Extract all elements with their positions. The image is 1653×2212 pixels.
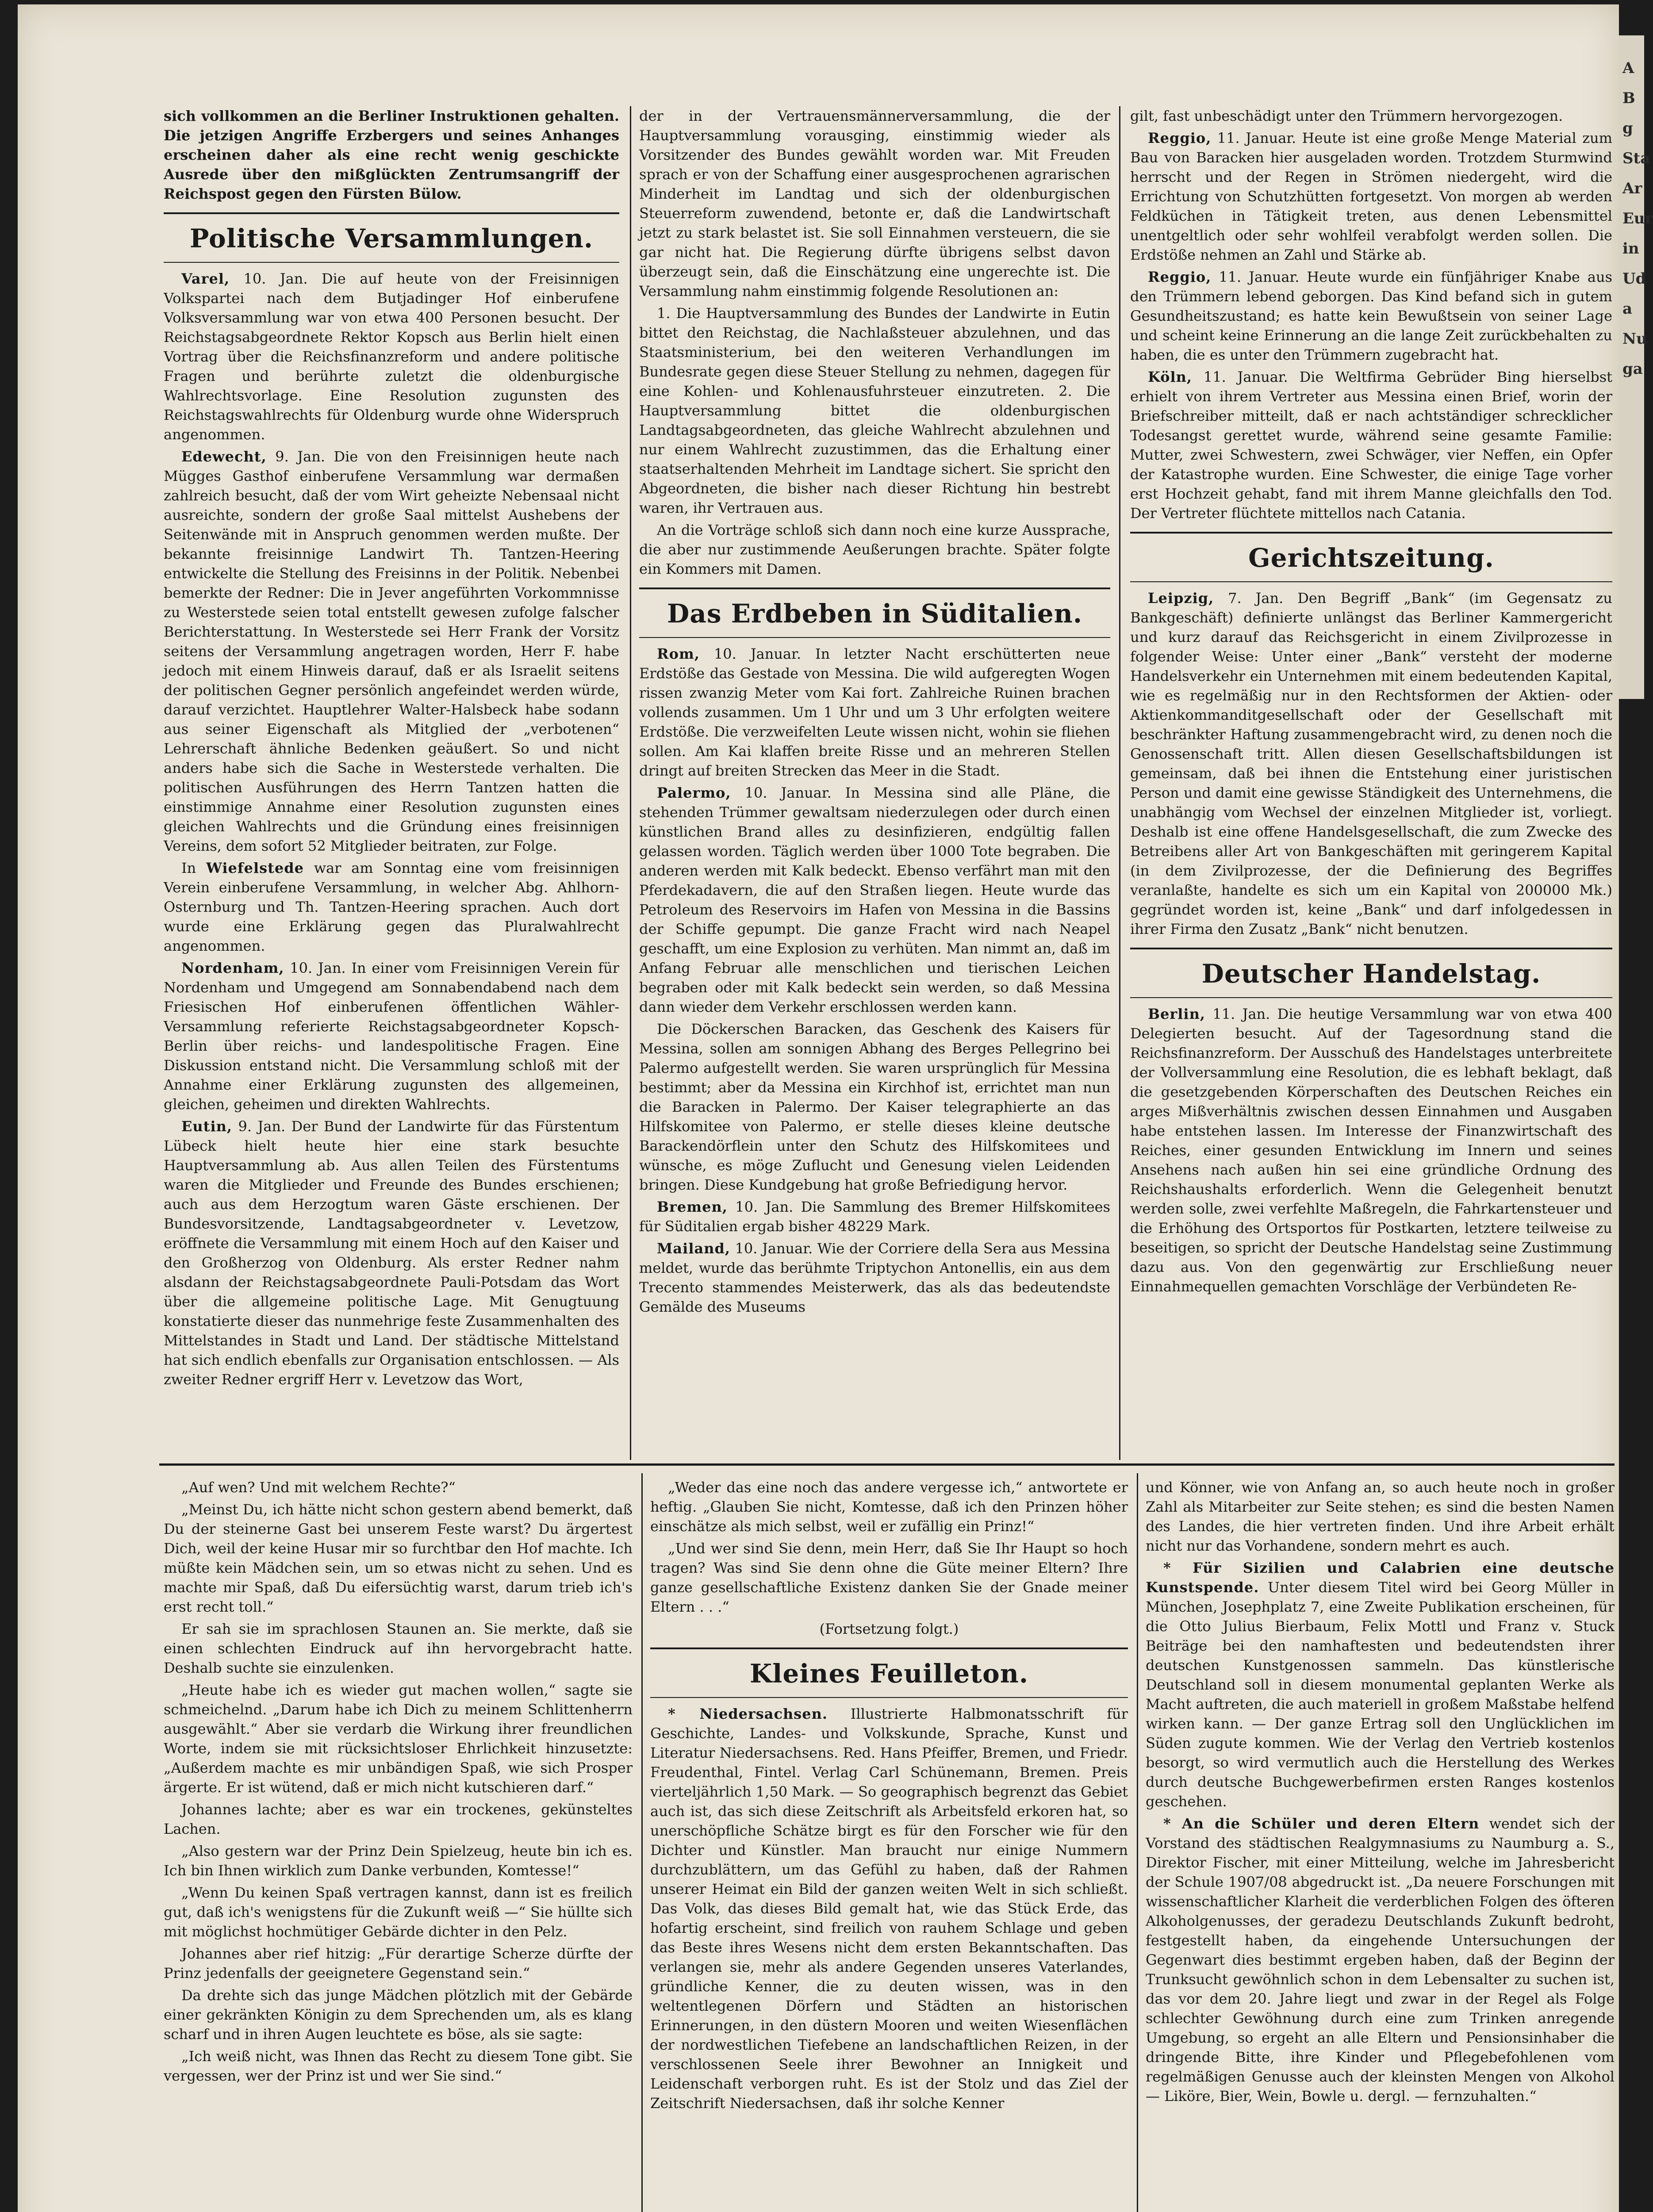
report-text: 10. Januar. Wie der Corriere della Sera aus Messina meldet, wurde das berühmte Triptychon Antonellis, ein aus dem Trecento stammendes Meisterwerk, das als das bedeutendste Gemälde des Museums — [639, 1240, 1110, 1315]
report-text: 10. Januar. In letzter Nacht erschütterten neue Erdstöße das Gestade von Messina. Die wild aufgeregten Wogen rissen zwanzig Meter vom Kai fort. Zahlreiche Ruinen brachen vollends zusammen. Um 1 Uhr und um 3 Uhr erfolgten weitere Erdstöße. Die verzweifelten Leute wissen nicht, wohin sie fliehen sollen. Am Kai klaffen breite Risse und an mehreren Stellen dringt auf breiten Strecken das Meer in die Stadt. — [639, 645, 1110, 779]
notice-title: * Für Sizilien und Calabrien eine deutsche Kunstspende. — [1146, 1559, 1615, 1596]
report-text: war am Sonntag eine vom freisinnigen Verein einberufene Versammlung, in welcher Abg. Ahlhorn-Osternburg und Th. Tantzen-Heering sprachen. Auch dort wurde eine Erklärung gegen das Pluralwahlrecht angenommen. — [164, 860, 619, 954]
report-reggio — [1130, 128, 1612, 265]
resolution-text: 1. Die Hauptversammlung des Bundes der Landwirte in Eutin bittet den Reichstag, die Nachlaßsteuer abzulehnen, und das Staatsministerium, bei den weiteren Verhandlungen im Bundesrate gegen diese Steuer Stellung zu nehmen, dagegen für eine Kohlen- und Kohlenausfuhrsteuer einzutreten. 2. Die Hauptversammlung bittet die oldenburgischen Landtagsabgeordneten, das gleiche Wahlrecht abzulehnen und nur einem Wahlrecht zuzustimmen, das die Erhaltung einer staatserhaltenden Mehrheit im Landtage sichert. Sie spricht den Abgeordneten, die bisher nach dieser Richtung hin bestrebt waren, ihr Vertrauen aus. — [639, 305, 1110, 516]
column-rule — [630, 106, 631, 1460]
edge-fragment: Ud — [1622, 270, 1646, 288]
report-text: 10. Januar. In Messina sind alle Pläne, die stehenden Trümmer gewaltsam niederzulegen oder durch einen künstlichen Brand alles zu desinfizieren, endgültig fallen gelassen worden. Täglich werden über 1000 Tote begraben. Die anderen werden mit Kalk bedeckt. Ebenso verfährt man mit den Pferdekadavern, die auf den Straßen liegen. Heute wurde das Petroleum des Reservoirs im Hafen von Messina in die Bassins der Schiffe gepumpt. Die ganze Fracht wird nach Neapel geschafft, um eine Explosion zu verhüten. Man nimmt an, daß im Anfang Februar alle menschlichen und tierischen Leichen begraben oder mit Kalk bedeckt sein werden, so daß Messina dann wieder dem Verkehr erschlossen werden kann. — [639, 784, 1110, 1015]
novel-paragraph: „Heute habe ich es wieder gut machen wollen,“ sagte sie schmeichelnd. „Darum habe ich Dich zu meinem Schlittenherrn ausgewählt.“ Aber sie verdarb die Wirkung ihrer freundlichen Worte, indem sie mit rücksichtsloser Ehrlichkeit hinzusetzte: „Außerdem machte es mir unbändigen Spaß, wie sich Prosper ärgerte. Er ist wütend, daß er mich nicht kutschieren darf.“ — [164, 1682, 633, 1796]
report-rom — [639, 644, 1110, 780]
notice-text: Unter diesem Titel wird bei Georg Müller in München, Josephplatz 7, eine Zweite Publikation erscheinen, für die Otto Julius Bierbaum, Felix Mottl und Franz v. Stuck Beiträge bei den namhaftesten und bedeutendsten ihrer deutschen Kunstgenossen sammeln. Das künstlerische Deutschland soll in diesem monumental geplanten Werke als Macht auftreten, die auch materiell in großem Maßstabe helfend wirken kann. — Der ganze Ertrag soll den Unglücklichen im Süden zugute kommen. Wie der Verlag den Vertrieb kostenlos besorgt, so wird vermutlich auch die Herstellung des Werkes durch deutsche Buchgewerbefirmen ersten Ranges kostenlos geschehen. — [1146, 1579, 1615, 1810]
novel-paragraph: „Und wer sind Sie denn, mein Herr, daß Sie Ihr Haupt so hoch tragen? Was sind Sie denn ohne die Güte meiner Eltern? Ihre ganze gesellschaftliche Existenz danken Sie der Gnade meiner Eltern . . .“ — [650, 1540, 1128, 1615]
novel-paragraph: „Weder das eine noch das andere vergesse ich,“ antwortete er heftig. „Glauben Sie nicht, Komtesse, daß ich den Prinzen höher einschätze als mich selbst, weil er zufällig ein Prinz!“ — [650, 1479, 1128, 1535]
report-text: 10. Jan. In einer vom Freisinnigen Verein für Nordenham und Umgegend am Sonnabendabend nach dem Friesischen Hof einberufenen öffentlichen Wähler-Versammlung referierte Reichstagsabgeordneter Kopsch-Berlin über reichs- und landespolitische Fragen. Eine Diskussion entstand nicht. Die Versammlung schloß mit der Annahme einer Erklärung zugunsten des allgemeinen, gleichen, geheimen und direkten Wahlrechts. — [164, 960, 619, 1113]
report-text: 11. Jan. Die heutige Versammlung war von etwa 400 Delegierten besucht. Auf der Tagesordnung stand die Reichsfinanzreform. Der Ausschuß des Handelstages unterbreitete der Vollversammlung eine Resolution, die es lebhaft beklagt, daß die gesetzgebenden Körperschaften des Deutschen Reiches ein arges Mißverhältnis zwischen dessen Einnahmen und Ausgaben habe entstehen lassen. Im Interesse der Finanzwirtschaft des Reiches, einer gesunden Entwicklung im Innern und seines Ansehens nach außen hin sei eine gründliche Ordnung des Reichshaushalts erforderlich. Wenn die Gelegenheit benutzt werden solle, zwei verfehlte Maßregeln, die Fahrkartensteuer und die Erhöhung des Ortsportos für Postkarten, letztere teilweise zu beseitigen, so spricht der Deutsche Handelstag seine Zustimmung dazu aus. Von den gegenwärtig zur Erschließung neuer Einnahmequellen gemachten Vorschläge der Verbündeten Re- — [1130, 1006, 1612, 1295]
edge-fragment: A — [1622, 59, 1634, 77]
article-continuation: der in der Vertrauensmännerversammlung, die der Hauptversammlung vorausging, einstimmig wieder als Vorsitzender des Bundes gewählt worden war. Mit Freuden sprach er von der Schaffung einer ausgesprochenen agrarischen Minderheit im Landtag und sich der oldenburgischen Steuerreform zuwendend, betonte er, daß die Landwirtschaft jetzt zu stark belastet ist. Sie soll Einnahmen versteuern, die sie gar nicht hat. Die Regierung dürfte übrigens selbst davon überzeugt sein, daß die Einschätzung eine ungerechte ist. Die Versammlung nahm einstimmig folgende Resolutionen an: — [639, 108, 1110, 300]
divider — [650, 1647, 1128, 1649]
article-continuation: gilt, fast unbeschädigt unter den Trümmern hervorgezogen. — [1130, 108, 1563, 124]
column-rule — [641, 1473, 643, 2212]
section-rule — [159, 1463, 1615, 1466]
dateline-place: Berlin, — [1148, 1006, 1205, 1022]
report-barracks: Die Döckerschen Baracken, das Geschenk des Kaisers für Messina, sollen am sonnigen Abhang des Berges Pellegrino bei Palermo aufgestellt werden. Sie waren ursprünglich für Messina bestimmt; aber da Messina ein Kirchhof ist, errichtet man nun die Baracken in Palermo. Der Kaiser telegraphierte an das Hilfskomitee von Palermo, er stelle dieses kleine deutsche Barackendörflein unter den Schutz des Hilfskomitees und wünsche, es möge Zuflucht und Genesung vielen Leidenden bringen. Diese Kundgebung hat große Befriedigung hervor. — [639, 1021, 1110, 1193]
novel-paragraph: Da drehte sich das junge Mädchen plötzlich mit der Gebärde einer gekränkten Königin zu dem Sprechenden um, als es klang scharf und in ihren Augen leuchtete es böse, als sie sagte: — [164, 1987, 633, 2043]
report-edewecht — [164, 447, 619, 856]
divider — [164, 262, 619, 263]
divider — [639, 637, 1110, 638]
edge-fragment: B — [1622, 89, 1635, 107]
notice-art-donation — [1146, 1558, 1615, 1811]
report-koeln — [1130, 367, 1612, 523]
novel-paragraph: Johannes aber rief hitzig: „Für derartige Scherze dürfte der Prinz jedenfalls der geeignetere Gegenstand sein.“ — [164, 1945, 633, 1982]
divider — [639, 588, 1110, 589]
dateline-place: Bremen, — [657, 1198, 728, 1215]
heading-political-meetings: Politische Versammlungen. — [189, 223, 594, 253]
report-text: 9. Jan. Die von den Freisinnigen heute nach Mügges Gasthof einberufene Versammlung war dermaßen zahlreich besucht, daß der vom Wirt geheizte Nebensaal nicht ausreichte, sondern der große Saal mittelst Aushebens der Seitenwände mit in Anspruch genommen werden mußte. Der bekannte freisinnige Landwirt Th. Tantzen-Heering entwickelte die Stellung des Freisinns in der Politik. Nebenbei bemerkte der Redner: Die in Jever angeführten Vorkommnisse zu Westerstede seien total entstellt gewesen zufolge falscher Berichterstattung. In Westerstede sei Herr Frank der Vorsitz seitens der Versammlung angetragen worden, Herr F. habe jedoch mit einem Hinweis darauf, daß er als Israelit seitens der politischen Gegner persönlich angefeindet werden würde, darauf verzichtet. Hauptlehrer Walter-Halsbeck habe sodann aus seiner Eigenschaft als Mitglied der „verbotenen“ Lehrerschaft ähnliche Bedenken geäußert. So und nicht anders habe sich die Sache in Westerstede verhalten. Die politischen Ausführungen des Herrn Tantzen hatten die einstimmige Annahme einer Resolution zugunsten eines gleichen Wahlrechts und die Gründung eines freisinnigen Vereins, dem sofort 52 Mitglieder beitraten, zur Folge. — [164, 448, 619, 854]
novel-paragraph: Johannes lachte; aber es war ein trockenes, gekünsteltes Lachen. — [164, 1801, 633, 1837]
edge-fragment: Eur — [1622, 210, 1653, 227]
dateline-place: Varel, — [181, 270, 230, 287]
report-text: 11. Januar. Heute wurde ein fünfjähriger Knabe aus den Trümmern lebend geborgen. Das Kind befand sich in gutem Gesundheitszustand; es hatte kein Bewußtsein von seiner Lage und scheint keine Erinnerung an die lange Zeit zurückbehalten zu haben, die es unter den Trümmern zugebracht hat. — [1130, 269, 1612, 363]
column-earthquake — [639, 106, 1110, 1319]
edge-fragment: ga — [1622, 360, 1643, 378]
report-nordenham — [164, 958, 619, 1114]
closing-text: An die Vorträge schloß sich dann noch eine kurze Aussprache, die aber nur zustimmende Aeußerungen brachte. Später folgte ein Kommers mit Damen. — [639, 522, 1110, 577]
report-eutin — [164, 1117, 619, 1389]
dateline-place: Reggio, — [1148, 130, 1212, 146]
notice-pupils — [1146, 1814, 1615, 2106]
column-rule — [1119, 106, 1120, 1460]
notice-niedersachsen — [650, 1704, 1128, 2113]
article-continuation: sich vollkommen an die Berliner Instruktionen gehalten. Die jetzigen Angriffe Erzbergers und seines Anhanges erscheinen daher als eine recht wenig geschickte Ausrede über den mißglückten Zentrumsangriff der Reichspost gegen den Fürsten Bülow. — [164, 108, 619, 202]
novel-paragraph: „Meinst Du, ich hätte nicht schon gestern abend bemerkt, daß Du der steinerne Gast bei unserem Feste warst? Du ärgertest Dich, weil der keine Husar mir so furchtbar den Hof machte. Ich müßte kein Mädchen sein, um so etwas nicht zu sehen. Und es machte mir Spaß, daß Du eifersüchtig warst, darum trieb ich's erst recht toll.“ — [164, 1501, 633, 1615]
report-text: 7. Jan. Den Begriff „Bank“ (im Gegensatz zu Bankgeschäft) definierte unlängst das Berliner Kammergericht und kurz darauf das Reichsgericht in einem Zivilprozesse in folgender Weise: Unter einer „Bank“ versteht der moderne Handelsverkehr ein Unternehmen mit einem bedeutenden Kapital, wie es regelmäßig nur in den Rechtsformen der Aktien- oder Aktienkommanditgesellschaft oder der Gesellschaft mit beschränkter Haftung zusammengebracht wird, zu denen noch die Genossenschaft tritt. Allen diesen Gesellschaftsbildungen ist gemeinsam, daß bei ihnen die Entstehung einer juristischen Person und damit eine gewisse Ständigkeit des Unternehmens, die unabhängig vom Wechsel der einzelnen Mitglieder ist, vorliegt. Deshalb ist eine offene Handelsgesellschaft, die zum Zwecke des Betreibens aller Art von Bankgeschäften mit geringerem Kapital (in dem Zivilprozesse, der die Definierung des Begriffes veranlaßte, handelte es sich um ein Kapital von 200000 Mk.) gegründet worden ist, keine „Bank“ und darf infolgedessen in ihrer Firma den Zusatz „Bank“ nicht benutzen. — [1130, 590, 1612, 937]
feuilleton-column-right — [1146, 1478, 1615, 2108]
heading-court: Gerichtszeitung. — [1248, 543, 1494, 573]
dateline-place: Nordenham, — [181, 960, 284, 976]
notice-text: wendet sich der Vorstand des städtischen Realgymnasiums zu Naumburg a. S., Direktor Fischer, mit einer Mitteilung, welche im Jahresbericht der Schule 1907/08 abgedruckt ist. „Da neuere Forschungen mit wissenschaftlicher Klarheit die verderblichen Folgen des öfteren Alkoholgenusses, der geradezu Deutschlands Zukunft bedroht, festgestellt haben, da eingehende Untersuchungen der Gegenwart dies bestimmt ergeben haben, daß der Beginn der Trunksucht gewöhnlich schon in dem Lebensalter zu suchen ist, das vor dem 20. Jahre liegt und zwar in der Regel als Folge schlechter Gewöhnung durch eine zum Trinken anregende Umgebung, so ergeht an alle Eltern und Pensionsinhaber die dringende Bitte, ihre Kinder und Pflegebefohlenen vom regelmäßigen Genusse auch der kleinsten Mengen von Alkohol — Liköre, Bier, Wein, Bowle u. dergl. — fernzuhalten.“ — [1146, 1815, 1615, 2104]
edge-fragment: in — [1622, 240, 1639, 257]
report-mailand — [639, 1239, 1110, 1317]
divider — [1130, 997, 1612, 998]
edge-fragment: Sta — [1622, 150, 1650, 167]
report-text: 10. Jan. Die Sammlung des Bremer Hilfskomitees für Süditalien ergab bisher 48229 Mark. — [639, 1198, 1110, 1235]
notice-title: * An die Schüler und deren Eltern — [1163, 1815, 1480, 1832]
edge-fragment: a — [1622, 300, 1633, 318]
edge-fragment: g — [1622, 119, 1633, 137]
notice-text: Illustrierte Halbmonatsschrift für Geschichte, Landes- und Volkskunde, Sprache, Kunst und Literatur Niedersachsens. Red. Hans Pfeiffer, Bremen, und Friedr. Freudenthal, Fintel. Verlag Carl Schünemann, Bremen. Preis vierteljährlich 1,50 Mark. — So geographisch begrenzt das Gebiet auch ist, das sich diese Zeitschrift als Arbeitsfeld erkoren hat, so unerschöpfliche Schätze birgt es für den Forscher wie für den Dichter und Künstler. Man braucht nur einige Nummern durchzublättern, um das Gefühl zu haben, daß der Rahmen unserer Heimat ein Bild der ganzen weiten Welt in sich schließt. Das Volk, das dieses Bild gemalt hat, wie das Stück Erde, das hofartig erscheint, sind freilich von rauhem Schlage und geben das Beste ihres Wesens nicht dem ersten Bekanntschaften. Das verlangen sie, mehr als andere Gegenden unseres Vaterlandes, gründliche Kenner, die zu deuten wissen, was in den weltentlegenen Dörfern und Städten an historischen Erinnerungen, in den düstern Mooren und weiten Wiesenflächen der nordwestlichen Tiefebene an landschaftlichen Reizen, in der verschlossenen Seele ihrer Bewohner an Innigkeit und Leidenschaft verborgen ruht. Es ist der Stolz und das Ziel der Zeitschrift Niedersachsen, daß ihr solche Kenner — [650, 1705, 1128, 2112]
report-leipzig — [1130, 588, 1612, 939]
report-text: In — [181, 860, 206, 876]
report-text: 10. Jan. Die auf heute von der Freisinnigen Volkspartei nach dem Butjadinger Hof einberufene Volksversammlung war von etwa 400 Personen besucht. Der Reichstagsabgeordnete Rektor Kopsch aus Berlin hielt einen Vortrag über die Reichsfinanzreform und andere politische Fragen und berührte zuletzt die oldenburgische Wahlrechtsvorlage. Eine Resolution zugunsten des Reichstagswahlrechts für Oldenburg wurde ohne Widerspruch angenommen. — [164, 270, 619, 443]
column-news-court-trade — [1130, 106, 1612, 1299]
divider — [164, 212, 619, 214]
report-berlin — [1130, 1004, 1612, 1296]
report-text: 11. Januar. Heute ist eine große Menge Material zum Bau von Baracken hier ausgeladen worden. Trotzdem Sturmwind herrscht und der Regen in Strömen niedergeht, wird die Errichtung von Schutzhütten fortgesetzt. Von morgen ab werden Feldküchen in Tätigkeit treten, aus denen Lebensmittel unentgeltlich oder sehr wohlfeil verabfolgt werden sollen. Die Erdstöße nehmen an Zahl und Stärke ab. — [1130, 130, 1612, 263]
serial-novel-part1 — [164, 1478, 633, 2088]
heading-earthquake: Das Erdbeben in Süditalien. — [667, 599, 1083, 629]
novel-paragraph: „Also gestern war der Prinz Dein Spielzeug, heute bin ich es. Ich bin Ihnen wirklich zum Danke verbunden, Komtesse!“ — [164, 1843, 633, 1879]
novel-paragraph: Er sah sie im sprachlosen Staunen an. Sie merkte, daß sie einen schlechten Eindruck auf ihn hervorgebracht hatte. Deshalb suchte sie einzulenken. — [164, 1621, 633, 1676]
novel-paragraph: „Ich weiß nicht, was Ihnen das Recht zu diesem Tone gibt. Sie vergessen, wer der Prinz ist und wer Sie sind.“ — [164, 2048, 633, 2084]
divider — [1130, 532, 1612, 534]
dateline-place: Köln, — [1148, 369, 1193, 385]
heading-small-feuilleton: Kleines Feuilleton. — [749, 1659, 1029, 1689]
edge-fragment: Ar — [1622, 180, 1642, 197]
novel-paragraph: „Wenn Du keinen Spaß vertragen kannst, dann ist es freilich gut, daß ich's wenigstens für die Zukunft weiß —“ Sie hüllte sich mit möglichst hochmütiger Gebärde dichter in den Pelz. — [164, 1884, 633, 1940]
report-bremen — [639, 1197, 1110, 1236]
report-palermo — [639, 783, 1110, 1017]
novel-paragraph: „Auf wen? Und mit welchem Rechte?“ — [181, 1479, 456, 1496]
report-text: 9. Jan. Der Bund der Landwirte für das Fürstentum Lübeck hielt heute hier eine stark besuchte Hauptversammlung ab. Aus allen Teilen des Fürstentums waren die Mitglieder und Freunde des Bundes erschienen; auch aus dem Herzogtum waren Gäste erschienen. Der Bundesvorsitzende, Landtagsabgeordneter v. Levetzow, eröffnete die Versammlung mit einem Hoch auf den Kaiser und den Großherzog von Oldenburg. Als erster Redner nahm alsdann der Reichstagsabgeordnete Pauli-Potsdam das Wort über die allgemeine politische Lage. Mit Genugtuung konstatierte dieser das nunmehrige feste Zusammenhalten des Mittelstandes in Stadt und Land. Der städtische Mittelstand hat sich endlich ebenfalls zur Organisation entschlossen. — Als zweiter Redner ergriff Herr v. Levetzow das Wort, — [164, 1118, 619, 1388]
divider — [1130, 581, 1612, 582]
report-reggio — [1130, 267, 1612, 365]
feuilleton-column — [650, 1478, 1128, 2116]
dateline-place: Mailand, — [657, 1240, 730, 1257]
dateline-place: Reggio, — [1148, 269, 1212, 285]
report-text: 11. Januar. Die Weltfirma Gebrüder Bing hierselbst erhielt von ihrem Vertreter aus Messina einen Brief, worin der Briefschreiber mitteilt, daß er nach achtständiger schrecklicher Todesangst gerettet wurde, während seine gesamte Familie: Mutter, zwei Schwestern, zwei Schwäger, vier Neffen, ein Opfer der Katastrophe wurden. Eine Schwester, die einige Tage vorher erst Hochzeit gehabt, fand mit ihrem Manne gleichfalls den Tod. Der Vertreter flüchtete mittellos nach Catania. — [1130, 369, 1612, 522]
notice-title: * Niedersachsen. — [668, 1705, 828, 1722]
dateline-place: Leipzig, — [1148, 590, 1214, 607]
dateline-place: Edewecht, — [181, 448, 267, 465]
dateline-place: Palermo, — [657, 784, 731, 801]
column-politics — [164, 106, 619, 1392]
notice-continuation: und Könner, wie von Anfang an, so auch heute noch in großer Zahl als Mitarbeiter zur Seite stehen; es sind die besten Namen des Landes, die hier vertreten finden. Und ihre Arbeit erhält nicht nur das Vorhandene, sondern mehrt es auch. — [1146, 1479, 1615, 1554]
heading-trade-day: Deutscher Handelstag. — [1201, 959, 1541, 989]
dateline-place: Rom, — [657, 645, 700, 662]
dateline-place: Eutin, — [181, 1118, 232, 1135]
adjacent-page-text — [1622, 53, 1653, 384]
divider — [650, 1697, 1128, 1698]
report-varel — [164, 269, 619, 444]
dateline-place: Wiefelstede — [206, 860, 304, 876]
column-rule — [1137, 1473, 1138, 2212]
edge-fragment: Nu — [1622, 330, 1647, 348]
divider — [1130, 948, 1612, 949]
report-wiefelstede — [164, 858, 619, 956]
to-be-continued: (Fortsetzung folgt.) — [819, 1621, 959, 1637]
